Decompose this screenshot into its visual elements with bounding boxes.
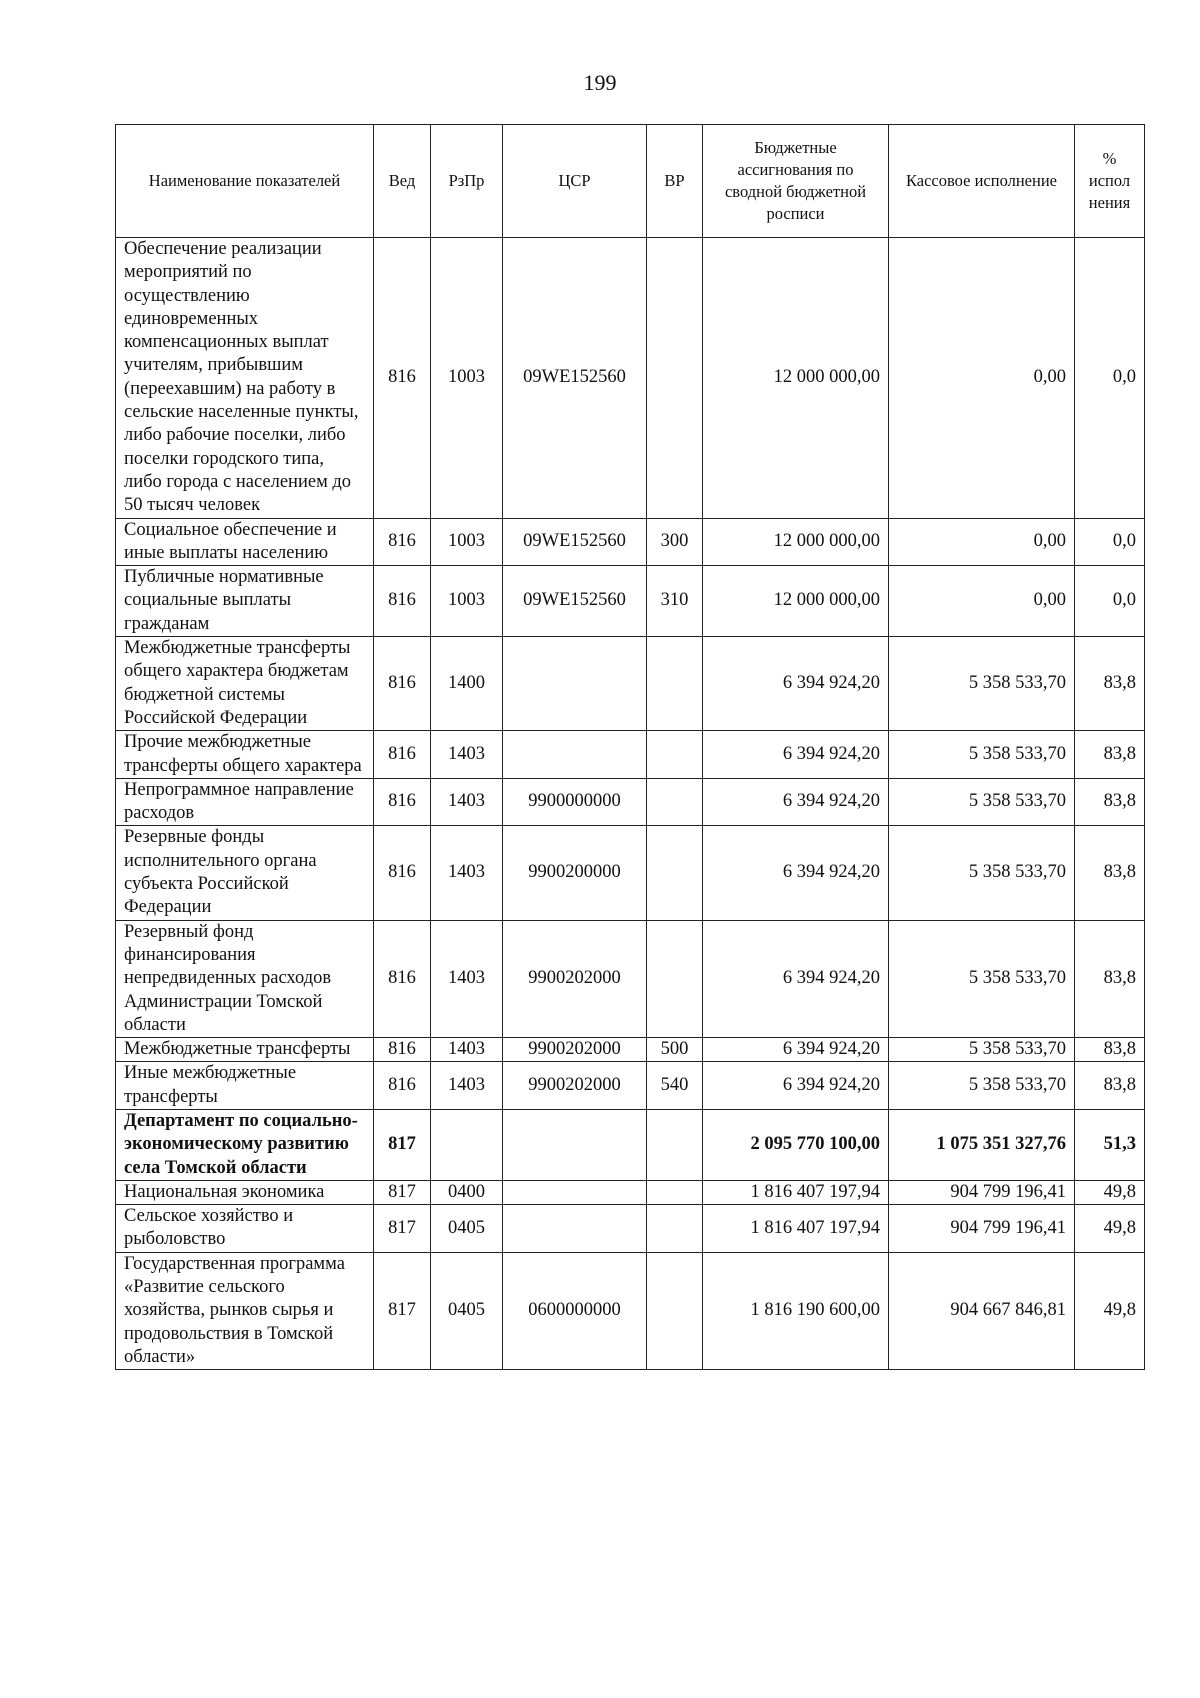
budget-execution-table — [115, 124, 1145, 1370]
table-row — [116, 518, 1145, 566]
row-percent: 51,3 — [1075, 1109, 1145, 1180]
row-rzpr: 1003 — [431, 566, 503, 637]
row-cash: 1 075 351 327,76 — [889, 1109, 1075, 1180]
row-rzpr: 1403 — [431, 1062, 503, 1110]
table-row — [116, 778, 1145, 826]
row-vr: 540 — [647, 1062, 703, 1110]
row-cash: 0,00 — [889, 238, 1075, 519]
row-budget: 1 816 407 197,94 — [703, 1180, 889, 1204]
table-row — [116, 1109, 1145, 1180]
row-percent: 49,8 — [1075, 1252, 1145, 1369]
row-name: Межбюджетные трансферты общего характера бюджетам бюджетной системы Российской Федерации — [116, 637, 374, 731]
row-ved: 816 — [374, 731, 431, 779]
row-ved: 817 — [374, 1109, 431, 1180]
row-vr: 500 — [647, 1038, 703, 1062]
header-cash: Кассовое исполнение — [889, 125, 1075, 238]
row-vr — [647, 731, 703, 779]
table-row — [116, 1180, 1145, 1204]
row-csr — [503, 637, 647, 731]
header-percent: % испол нения — [1075, 125, 1145, 238]
row-name: Иные межбюджетные трансферты — [116, 1062, 374, 1110]
row-ved: 817 — [374, 1205, 431, 1253]
row-cash: 5 358 533,70 — [889, 637, 1075, 731]
row-csr — [503, 1205, 647, 1253]
row-rzpr: 1003 — [431, 238, 503, 519]
row-csr: 9900000000 — [503, 778, 647, 826]
row-name: Департамент по социально-экономическому развитию села Томской области — [116, 1109, 374, 1180]
row-vr — [647, 1180, 703, 1204]
row-vr — [647, 920, 703, 1037]
row-budget: 6 394 924,20 — [703, 1062, 889, 1110]
row-rzpr: 1403 — [431, 778, 503, 826]
table-header-row — [116, 125, 1145, 238]
row-name: Обеспечение реализации мероприятий по осуществлению единовременных компенсационных выплат учителям, прибывшим (переехавшим) на работу в сельские населенные пункты, либо рабочие поселки, либо поселки городского типа, либо города с населением до 50 тысяч человек — [116, 238, 374, 519]
row-budget: 6 394 924,20 — [703, 731, 889, 779]
row-name: Социальное обеспечение и иные выплаты населению — [116, 518, 374, 566]
header-csr: ЦСР — [503, 125, 647, 238]
row-cash: 5 358 533,70 — [889, 920, 1075, 1037]
row-budget: 6 394 924,20 — [703, 1038, 889, 1062]
row-percent: 0,0 — [1075, 238, 1145, 519]
row-name: Непрограммное направление расходов — [116, 778, 374, 826]
page-number: 199 — [583, 70, 617, 95]
table-row — [116, 1062, 1145, 1110]
row-name: Межбюджетные трансферты — [116, 1038, 374, 1062]
row-budget: 12 000 000,00 — [703, 238, 889, 519]
row-percent: 83,8 — [1075, 1062, 1145, 1110]
row-cash: 0,00 — [889, 566, 1075, 637]
row-ved: 816 — [374, 1038, 431, 1062]
row-cash: 5 358 533,70 — [889, 778, 1075, 826]
row-csr: 9900202000 — [503, 1038, 647, 1062]
row-vr — [647, 778, 703, 826]
header-vr: ВР — [647, 125, 703, 238]
row-name: Резервный фонд финансирования непредвиденных расходов Администрации Томской области — [116, 920, 374, 1037]
row-percent: 83,8 — [1075, 920, 1145, 1037]
row-percent: 49,8 — [1075, 1180, 1145, 1204]
table-row — [116, 1038, 1145, 1062]
table-row — [116, 731, 1145, 779]
table-row — [116, 1205, 1145, 1253]
row-budget: 6 394 924,20 — [703, 637, 889, 731]
row-cash: 0,00 — [889, 518, 1075, 566]
row-budget: 1 816 407 197,94 — [703, 1205, 889, 1253]
row-rzpr: 1403 — [431, 1038, 503, 1062]
row-ved: 816 — [374, 778, 431, 826]
row-vr: 300 — [647, 518, 703, 566]
header-name: Наименование показателей — [116, 125, 374, 238]
row-vr — [647, 826, 703, 920]
row-cash: 904 799 196,41 — [889, 1180, 1075, 1204]
row-rzpr: 1003 — [431, 518, 503, 566]
row-rzpr: 0405 — [431, 1252, 503, 1369]
row-vr — [647, 1205, 703, 1253]
row-rzpr: 0405 — [431, 1205, 503, 1253]
row-budget: 12 000 000,00 — [703, 518, 889, 566]
row-budget: 6 394 924,20 — [703, 826, 889, 920]
table-row — [116, 826, 1145, 920]
row-budget: 1 816 190 600,00 — [703, 1252, 889, 1369]
table-row — [116, 566, 1145, 637]
row-budget: 6 394 924,20 — [703, 920, 889, 1037]
row-vr: 310 — [647, 566, 703, 637]
row-csr: 09WE152560 — [503, 566, 647, 637]
row-ved: 816 — [374, 920, 431, 1037]
row-rzpr — [431, 1109, 503, 1180]
row-budget: 12 000 000,00 — [703, 566, 889, 637]
row-budget: 6 394 924,20 — [703, 778, 889, 826]
row-vr — [647, 637, 703, 731]
header-budget: Бюджетные ассигнования по сводной бюджетной росписи — [703, 125, 889, 238]
row-csr: 09WE152560 — [503, 238, 647, 519]
table-row — [116, 1252, 1145, 1369]
row-percent: 83,8 — [1075, 1038, 1145, 1062]
row-ved: 816 — [374, 238, 431, 519]
row-percent: 0,0 — [1075, 518, 1145, 566]
row-csr: 09WE152560 — [503, 518, 647, 566]
row-budget: 2 095 770 100,00 — [703, 1109, 889, 1180]
row-percent: 83,8 — [1075, 731, 1145, 779]
table-row — [116, 637, 1145, 731]
row-csr: 0600000000 — [503, 1252, 647, 1369]
row-csr — [503, 1180, 647, 1204]
row-ved: 817 — [374, 1252, 431, 1369]
row-csr: 9900202000 — [503, 1062, 647, 1110]
row-percent: 49,8 — [1075, 1205, 1145, 1253]
row-ved: 816 — [374, 518, 431, 566]
row-csr — [503, 731, 647, 779]
row-ved: 816 — [374, 566, 431, 637]
row-ved: 816 — [374, 637, 431, 731]
row-cash: 5 358 533,70 — [889, 826, 1075, 920]
row-name: Резервные фонды исполнительного органа субъекта Российской Федерации — [116, 826, 374, 920]
table-row — [116, 238, 1145, 519]
table-row — [116, 920, 1145, 1037]
row-cash: 904 799 196,41 — [889, 1205, 1075, 1253]
row-name: Публичные нормативные социальные выплаты гражданам — [116, 566, 374, 637]
row-vr — [647, 1109, 703, 1180]
row-cash: 5 358 533,70 — [889, 1062, 1075, 1110]
row-percent: 83,8 — [1075, 826, 1145, 920]
row-name: Национальная экономика — [116, 1180, 374, 1204]
row-name: Сельское хозяйство и рыболовство — [116, 1205, 374, 1253]
row-csr: 9900200000 — [503, 826, 647, 920]
row-cash: 904 667 846,81 — [889, 1252, 1075, 1369]
row-name: Прочие межбюджетные трансферты общего характера — [116, 731, 374, 779]
row-rzpr: 1403 — [431, 920, 503, 1037]
row-rzpr: 1400 — [431, 637, 503, 731]
row-name: Государственная программа «Развитие сельского хозяйства, рынков сырья и продовольствия в Томской области» — [116, 1252, 374, 1369]
row-rzpr: 0400 — [431, 1180, 503, 1204]
row-percent: 83,8 — [1075, 637, 1145, 731]
header-rzpr: РзПр — [431, 125, 503, 238]
header-ved: Вед — [374, 125, 431, 238]
row-cash: 5 358 533,70 — [889, 1038, 1075, 1062]
row-csr — [503, 1109, 647, 1180]
row-cash: 5 358 533,70 — [889, 731, 1075, 779]
row-vr — [647, 1252, 703, 1369]
row-percent: 83,8 — [1075, 778, 1145, 826]
row-ved: 817 — [374, 1180, 431, 1204]
row-ved: 816 — [374, 826, 431, 920]
row-rzpr: 1403 — [431, 826, 503, 920]
row-csr: 9900202000 — [503, 920, 647, 1037]
row-percent: 0,0 — [1075, 566, 1145, 637]
row-rzpr: 1403 — [431, 731, 503, 779]
row-vr — [647, 238, 703, 519]
row-ved: 816 — [374, 1062, 431, 1110]
